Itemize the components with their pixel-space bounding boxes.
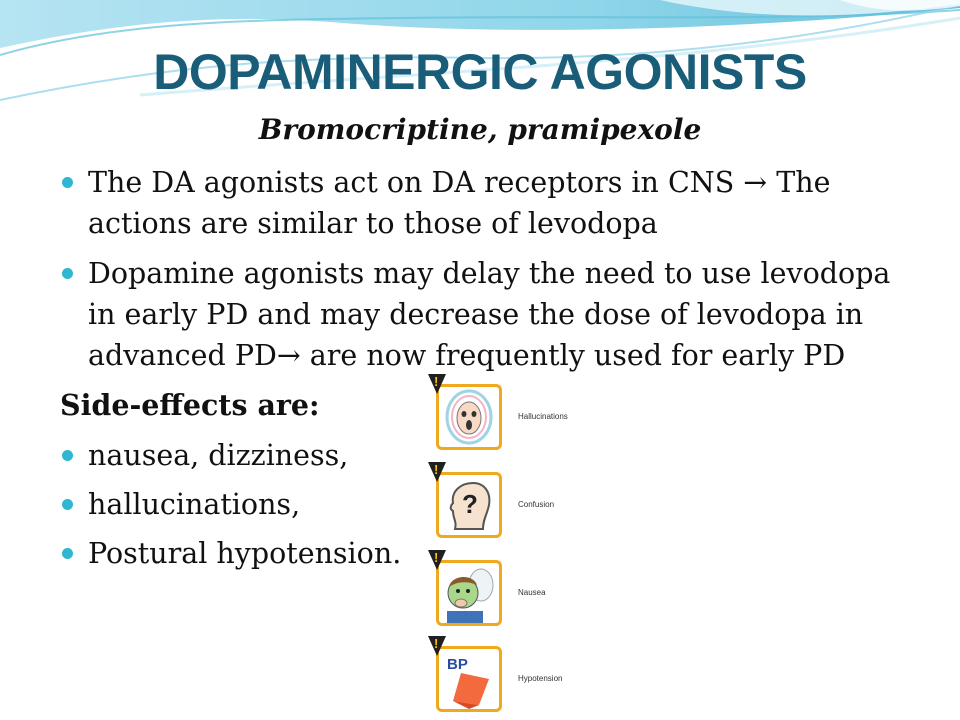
slide-title: DOPAMINERGIC AGONISTS — [153, 44, 807, 100]
bullet-dot-icon — [62, 177, 73, 188]
icon-card-nausea — [428, 550, 573, 634]
bullet-dot-icon — [62, 268, 73, 279]
icon-card-hypotension — [428, 636, 573, 720]
warning-icon: ! — [428, 550, 446, 570]
side-effects-heading: Side-effects are: — [60, 388, 320, 422]
icon-card-confusion — [428, 462, 573, 546]
icon-card-hallucinations — [428, 374, 573, 458]
bullet-dot-icon — [62, 450, 73, 461]
warning-icon: ! — [428, 636, 446, 656]
icon-label: Hypotension — [518, 674, 563, 683]
slide-subtitle: Bromocriptine, pramipexole — [258, 113, 702, 146]
warning-icon: ! — [428, 374, 446, 394]
svg-text:?: ? — [462, 489, 478, 519]
bullet-dot-icon — [62, 499, 73, 510]
icon-label: Nausea — [518, 588, 546, 597]
bullet-text: The DA agonists act on DA receptors in CNS → The actions are similar to those of levodopa — [88, 166, 831, 240]
svg-text:BP: BP — [447, 656, 468, 673]
bullet-text: Dopamine agonists may delay the need to use levodopa in early PD and may decrease the dose of levodopa in advanced PD→ are now frequently used for early PD — [88, 257, 891, 372]
side-effect-text: Postural hypotension. — [88, 537, 402, 570]
side-effect-text: hallucinations, — [88, 488, 301, 521]
side-effect-icons-panel — [428, 374, 573, 720]
bullet-dot-icon — [62, 548, 73, 559]
warning-icon: ! — [428, 462, 446, 482]
bullet-item — [60, 253, 898, 376]
bullet-item — [60, 162, 890, 244]
side-effect-text: nausea, dizziness, — [88, 439, 349, 472]
icon-label: Confusion — [518, 500, 555, 509]
icon-label: Hallucinations — [518, 412, 568, 421]
